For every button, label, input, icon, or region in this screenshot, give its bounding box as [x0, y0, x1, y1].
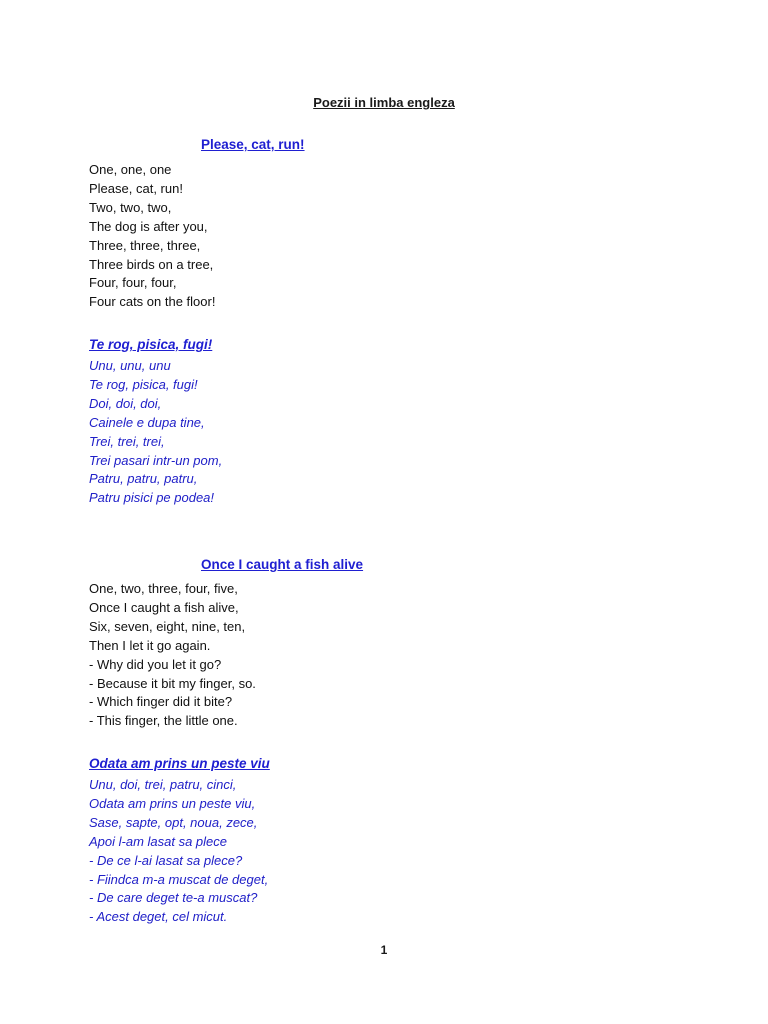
- poem-line: Six, seven, eight, nine, ten,: [89, 618, 246, 634]
- poem-heading-once-i-caught-a-fish-alive: Once I caught a fish alive: [201, 557, 364, 572]
- poem-line: Cainele e dupa tine,: [89, 414, 205, 430]
- poem-line: - Why did you let it go?: [89, 656, 222, 672]
- poem-heading-te-rog-pisica-fugi: Te rog, pisica, fugi!: [89, 337, 213, 352]
- poem-line: Sase, sapte, opt, noua, zece,: [89, 814, 258, 830]
- poem-line: - Because it bit my finger, so.: [89, 675, 256, 691]
- poem-line: Apoi l-am lasat sa plece: [89, 833, 228, 849]
- poem-line: Please, cat, run!: [89, 180, 183, 196]
- poem-line: Once I caught a fish alive,: [89, 599, 239, 615]
- poem-line: - Which finger did it bite?: [89, 694, 233, 710]
- poem-line: Doi, doi, doi,: [89, 395, 162, 411]
- poem-line: Trei, trei, trei,: [89, 433, 165, 449]
- poem-line: - Fiindca m-a muscat de deget,: [89, 871, 269, 887]
- poem-line: Patru, patru, patru,: [89, 471, 198, 487]
- poem-line: - De ce l-ai lasat sa plece?: [89, 852, 243, 868]
- poem-line: Odata am prins un peste viu,: [89, 795, 256, 811]
- poem-heading-please-cat-run: Please, cat, run!: [201, 137, 305, 152]
- page-number: 1: [380, 943, 388, 957]
- poem-line: Unu, doi, trei, patru, cinci,: [89, 777, 237, 792]
- poem-line: Three birds on a tree,: [89, 256, 214, 272]
- poem-line: - De care deget te-a muscat?: [89, 890, 258, 906]
- poem-line: - This finger, the little one.: [89, 713, 238, 729]
- poem-te-rog-pisica-fugi: [89, 357, 222, 508]
- poem-please-cat-run: [89, 161, 215, 312]
- poem-line: One, two, three, four, five,: [89, 581, 238, 596]
- poem-line: The dog is after you,: [89, 218, 208, 234]
- poem-line: Unu, unu, unu: [89, 358, 171, 373]
- page-title: Poezii in limba engleza: [313, 95, 455, 110]
- poem-line: Patru pisici pe podea!: [89, 490, 215, 506]
- poem-line: Four, four, four,: [89, 275, 177, 291]
- poem-line: One, one, one: [89, 162, 172, 177]
- poem-line: Then I let it go again.: [89, 637, 211, 653]
- poem-once-i-caught-a-fish-alive: [89, 580, 256, 731]
- poem-line: Three, three, three,: [89, 237, 201, 253]
- poem-line: Four cats on the floor!: [89, 294, 216, 310]
- poem-line: Two, two, two,: [89, 199, 172, 215]
- poem-odata-am-prins-un-peste-viu: [89, 776, 268, 927]
- poem-heading-odata-am-prins-un-peste-viu: Odata am prins un peste viu: [89, 756, 270, 771]
- poem-line: Te rog, pisica, fugi!: [89, 376, 198, 392]
- poem-line: Trei pasari intr-un pom,: [89, 452, 223, 468]
- poem-line: - Acest deget, cel micut.: [89, 909, 228, 925]
